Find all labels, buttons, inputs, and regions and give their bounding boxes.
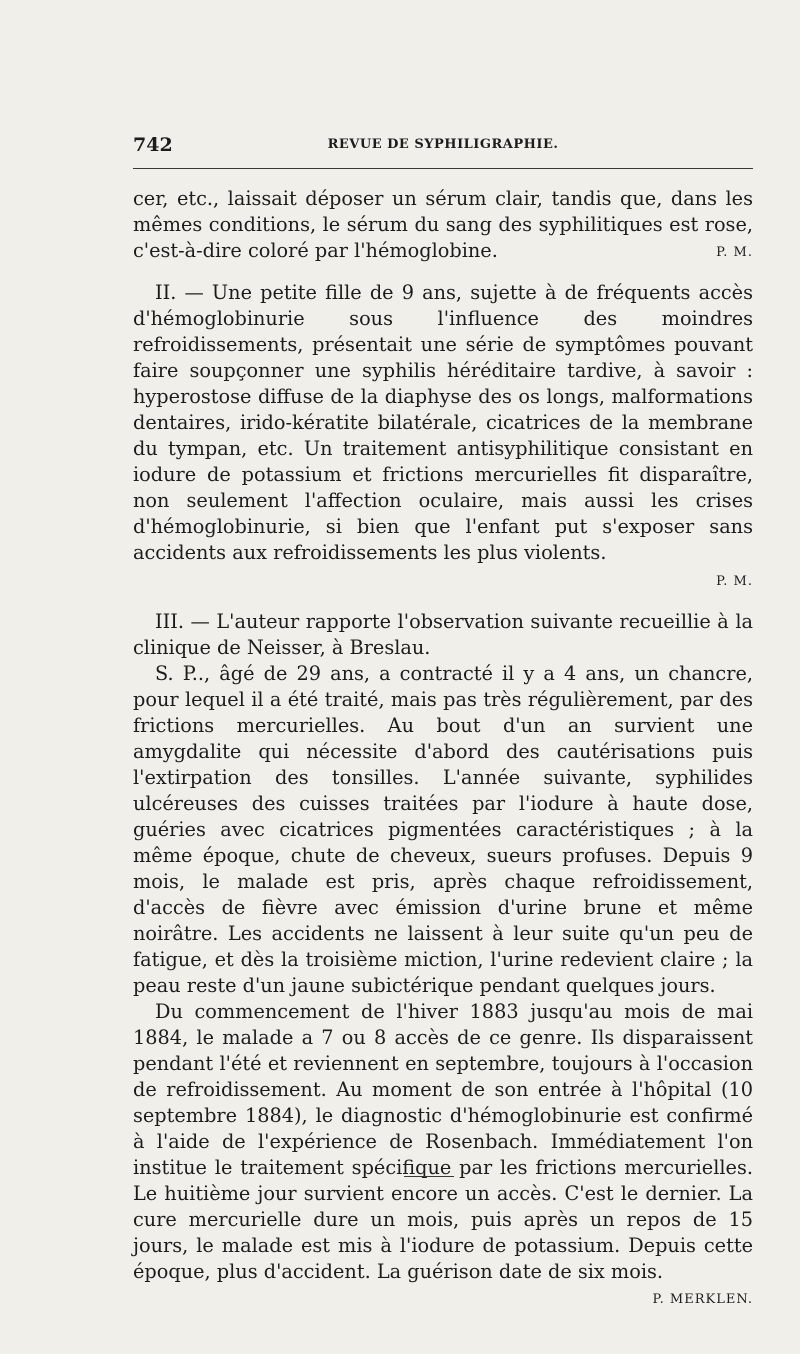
paragraph-text: Du commencement de l'hiver 1883 jusqu'au mois de mai 1884, le malade a 7 ou 8 accès de ce genre. Ils disparaissent pendant l'été et reviennent en septembre, toujours à l'occasion de refroidissement. Au moment de son entrée à l'hôpital (10 septembre 1884), le diagnostic d'hémoglobinurie est confirmé à l'aide de l'expérience de Rosenbach. Immédiatement l'on institue le traitement spécifique par les frictions mercurielles. Le huitième jour survient encore un accès. C'est le dernier. La cure mercurielle dure un mois, puis après un repos de 15 jours, le malade est mis à l'iodure de potassium. Depuis cette époque, plus d'accident. La guérison date de six mois. — [133, 1000, 753, 1283]
paragraph-text: cer, etc., laissait déposer un sérum clair, tandis que, dans les mêmes conditions, le sérum du sang des syphilitiques est rose, c'est-à-dire coloré par l'hémoglobine. — [133, 187, 753, 262]
paragraph-case-followup — [133, 999, 753, 1307]
signature-pm-2: P. M. — [716, 574, 753, 589]
page-header — [133, 134, 753, 158]
end-rule — [404, 1176, 454, 1177]
paragraph-continuation — [133, 186, 753, 264]
header-rule — [133, 168, 753, 169]
signature-pm-1: P. M. — [716, 245, 753, 260]
signature-line — [133, 566, 753, 595]
running-title: REVUE DE SYPHILIGRAPHIE. — [327, 137, 559, 152]
page-number: 742 — [133, 134, 173, 156]
article-body — [133, 186, 753, 1313]
paragraph-case-report: S. P.., âgé de 29 ans, a contracté il y a 4 ans, un chancre, pour lequel il a été traité, mais pas très régulièrement, par des frictions mercurielles. Au bout d'un an survient une amygdalite qui nécessite d'abord des cautérisations puis l'extirpation des tonsilles. L'année suivante, syphilides ulcéreuses des cuisses traitées par l'iodure à haute dose, guéries avec cicatrices pigmentées caractéristiques ; à la même époque, chute de cheveux, sueurs profuses. Depuis 9 mois, le malade est pris, après chaque refroidissement, d'accès de fièvre avec émission d'urine brune et même noirâtre. Les accidents ne laissent à leur suite qu'un peu de fatigue, et dès la troisième miction, l'urine redevient claire ; la peau reste d'un jaune subictérique pendant quelques jours. — [133, 662, 753, 997]
signature-merklen: P. MERKLEN. — [652, 1292, 753, 1307]
paragraph-section-ii: II. — Une petite fille de 9 ans, sujette à de fréquents accès d'hémoglobinurie sous l'influence des moindres refroidissements, présentait une série de symptômes pouvant faire soupçonner une syphilis héréditaire tardive, à savoir : hyperostose diffuse de la diaphyse des os longs, malformations dentaires, irido-kératite bilatérale, cicatrices de la membrane du tympan, etc. Un traitement antisyphilitique consistant en iodure de potassium et frictions mercurielles fit disparaître, non seulement l'affection oculaire, mais aussi les crises d'hémoglobinurie, si bien que l'enfant put s'exposer sans accidents aux refroidissements les plus violents. — [133, 281, 753, 564]
paragraph-section-iii: III. — L'auteur rapporte l'observation suivante recueillie à la clinique de Neisser, à Breslau. — [133, 610, 753, 659]
